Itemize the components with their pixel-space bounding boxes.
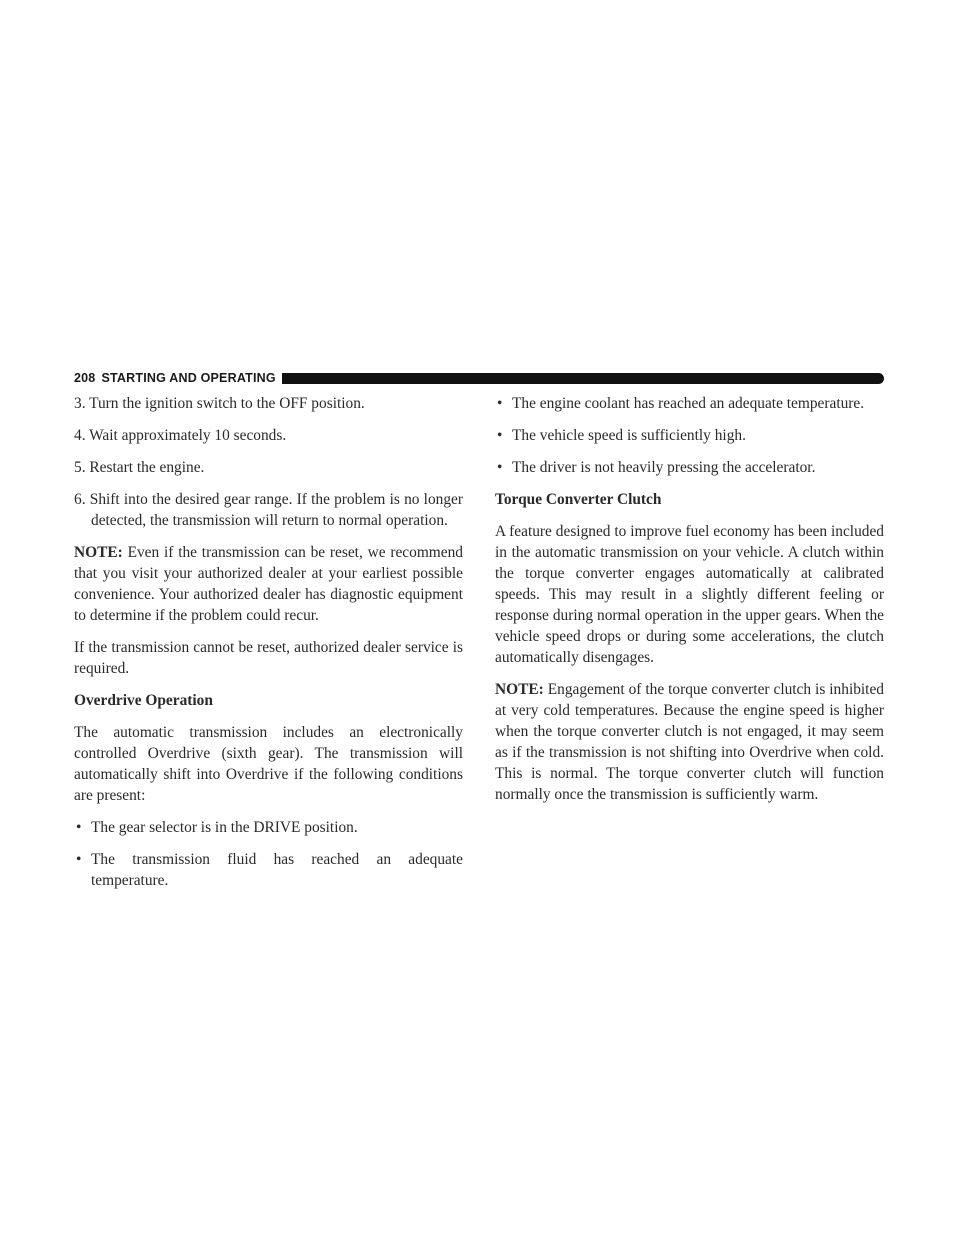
bullet-text: The transmission fluid has reached an adequate temperature.: [91, 851, 463, 889]
right-column: [495, 393, 884, 816]
step-text: Restart the engine.: [89, 459, 205, 476]
bullet-item: [74, 849, 463, 891]
note-paragraph: [74, 542, 463, 626]
step-number: 4.: [74, 427, 86, 444]
torque-paragraph: A feature designed to improve fuel economy has been included in the automatic transmission on your vehicle. A clutch within the torque converter engages automatically at calibrated speeds. This may result in a slightly different feeling or response during normal operation in the upper gears. When the vehicle speed drops or during some accelerations, the clutch automatically disengages.: [495, 523, 884, 666]
header-rule: [282, 373, 884, 384]
note-text: Even if the transmission can be reset, we recommend that you visit your authorized dealer at your earliest possible convenience. Your authorized dealer has diagnostic equipment to determine if the problem could recur.: [74, 544, 463, 624]
bullet-item: [495, 393, 884, 414]
bullet-icon: •: [76, 819, 82, 836]
step-4: [74, 425, 463, 446]
note-text: Engagement of the torque converter clutch is inhibited at very cold temperatures. Because the engine speed is higher when the torque converter clutch is not engaged, it may seem as if the transmission is not shifting into Overdrive when cold. This is normal. The torque converter clutch will function normally once the transmission is sufficiently warm.: [495, 681, 884, 803]
bullet-text: The gear selector is in the DRIVE position.: [91, 819, 358, 836]
bullet-icon: •: [497, 395, 503, 412]
bullet-item: [495, 457, 884, 478]
bullet-item: [495, 425, 884, 446]
page-number: 208: [74, 371, 96, 385]
bullet-item: [74, 817, 463, 838]
step-number: 6.: [74, 491, 86, 508]
bullet-text: The engine coolant has reached an adequate temperature.: [512, 395, 865, 412]
page-header: [74, 370, 884, 386]
section-title: STARTING AND OPERATING: [101, 371, 276, 385]
step-text: Turn the ignition switch to the OFF position.: [89, 395, 365, 412]
bullet-icon: •: [497, 427, 503, 444]
note-label: NOTE:: [495, 681, 544, 698]
bullet-text: The vehicle speed is sufficiently high.: [512, 427, 746, 444]
note-label: NOTE:: [74, 544, 123, 561]
torque-heading: Torque Converter Clutch: [495, 491, 662, 508]
step-number: 3.: [74, 395, 86, 412]
step-3: [74, 393, 463, 414]
bullet-text: The driver is not heavily pressing the accelerator.: [512, 459, 816, 476]
overdrive-paragraph: The automatic transmission includes an electronically controlled Overdrive (sixth gear). The transmission will automatically shift into Overdrive if the following conditions are present:: [74, 724, 463, 804]
reset-paragraph: If the transmission cannot be reset, authorized dealer service is required.: [74, 639, 463, 677]
step-number: 5.: [74, 459, 86, 476]
step-text: Wait approximately 10 seconds.: [89, 427, 287, 444]
bullet-icon: •: [497, 459, 503, 476]
bullet-icon: •: [76, 851, 82, 868]
step-6: [74, 489, 463, 531]
step-text: Shift into the desired gear range. If the problem is no longer detected, the transmission will return to normal operation.: [89, 491, 463, 529]
overdrive-heading: Overdrive Operation: [74, 692, 213, 709]
left-column: [74, 393, 463, 902]
step-5: [74, 457, 463, 478]
note-paragraph: [495, 679, 884, 805]
